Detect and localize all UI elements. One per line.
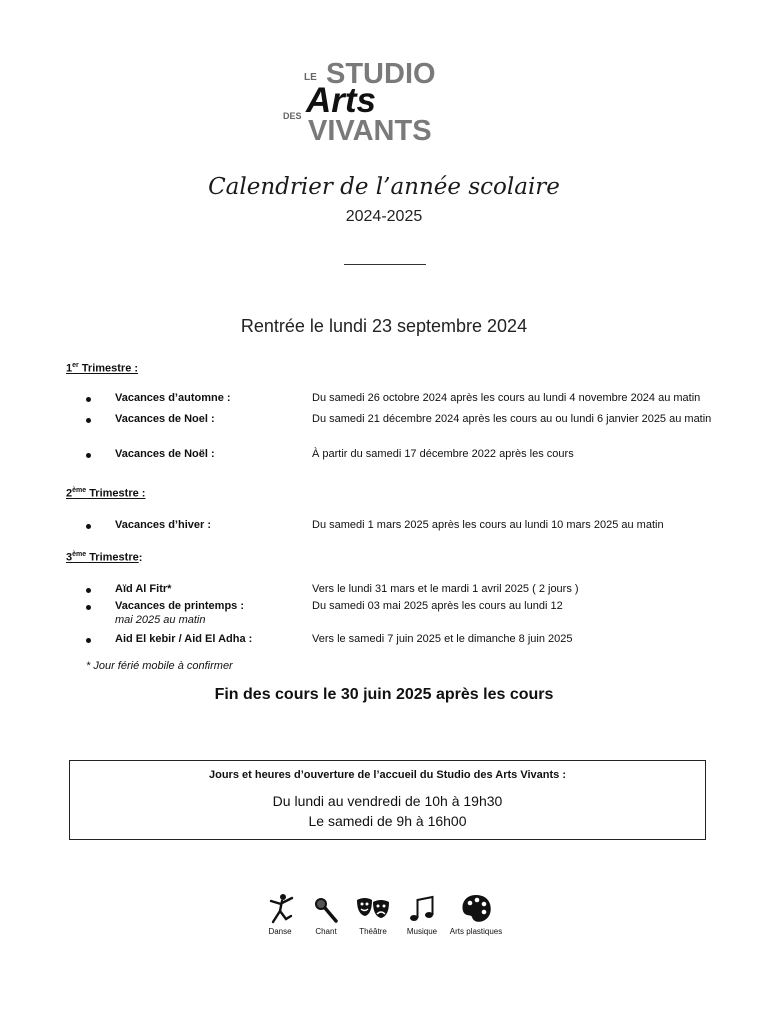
discipline-label: Théâtre bbox=[359, 927, 387, 936]
separator bbox=[344, 264, 426, 265]
studio-logo bbox=[0, 0, 768, 150]
holiday-label: Aïd Al Fitr* bbox=[115, 583, 172, 595]
bullet bbox=[86, 453, 91, 458]
logo-studio: STUDIO bbox=[326, 58, 436, 90]
holiday-label: Vacances de Noël : bbox=[115, 448, 215, 460]
discipline-label: Arts plastiques bbox=[449, 927, 503, 936]
holiday-label: Vacances d’hiver : bbox=[115, 519, 211, 531]
theatre-masks-icon bbox=[355, 892, 391, 926]
opening-hours-box bbox=[69, 760, 706, 840]
bullet bbox=[86, 418, 91, 423]
dancer-icon bbox=[263, 892, 297, 926]
holiday-desc-continued: mai 2025 au matin bbox=[115, 614, 206, 626]
holiday-label: Vacances de Noel : bbox=[115, 413, 215, 425]
holiday-desc: Vers le samedi 7 juin 2025 et le dimanche 8 juin 2025 bbox=[312, 633, 573, 645]
footnote: * Jour férié mobile à confirmer bbox=[86, 660, 233, 672]
discipline-musique bbox=[392, 892, 452, 936]
holiday-desc: À partir du samedi 17 décembre 2022 après les cours bbox=[312, 448, 574, 460]
discipline-arts-plastiques bbox=[446, 892, 506, 936]
list-item bbox=[0, 413, 768, 429]
bullet bbox=[86, 524, 91, 529]
opening-hours-weekdays: Du lundi au vendredi de 10h à 19h30 bbox=[272, 793, 503, 809]
list-item bbox=[0, 583, 768, 599]
trimestre-1-heading: 1er Trimestre : bbox=[66, 362, 139, 375]
bullet bbox=[86, 605, 91, 610]
holiday-desc: Du samedi 1 mars 2025 après les cours au lundi 10 mars 2025 au matin bbox=[312, 519, 664, 531]
holiday-desc: Du samedi 26 octobre 2024 après les cours au lundi 4 novembre 2024 au matin bbox=[312, 392, 701, 404]
holiday-desc: Du samedi 21 décembre 2024 après les cours au ou lundi 6 janvier 2025 au matin bbox=[312, 413, 712, 425]
list-item bbox=[0, 633, 768, 649]
holiday-desc: Du samedi 03 mai 2025 après les cours au lundi 12 bbox=[312, 600, 563, 612]
holiday-label: Vacances d’automne : bbox=[115, 392, 231, 404]
list-item bbox=[0, 519, 768, 535]
opening-hours-title: Jours et heures d’ouverture de l’accueil du Studio des Arts Vivants : bbox=[209, 769, 566, 781]
list-item bbox=[0, 448, 768, 464]
opening-hours-saturday: Le samedi de 9h à 16h00 bbox=[308, 813, 467, 829]
music-note-icon bbox=[405, 892, 439, 926]
end-of-classes: Fin des cours le 30 juin 2025 après les cours bbox=[214, 686, 554, 703]
discipline-label: Danse bbox=[268, 927, 292, 936]
bullet bbox=[86, 588, 91, 593]
list-item bbox=[0, 600, 768, 626]
palette-icon bbox=[459, 892, 493, 926]
disciplines-row bbox=[258, 892, 518, 952]
discipline-label: Musique bbox=[406, 927, 438, 936]
page-title: Calendrier de l’année scolaire bbox=[208, 174, 560, 200]
school-year: 2024-2025 bbox=[345, 208, 423, 225]
discipline-label: Chant bbox=[315, 927, 337, 936]
holiday-label: Aid El kebir / Aid El Adha : bbox=[115, 633, 253, 645]
holiday-label: Vacances de printemps : bbox=[115, 600, 244, 612]
logo-vivants: VIVANTS bbox=[308, 115, 432, 147]
microphone-icon bbox=[309, 892, 343, 926]
rentree-date: Rentrée le lundi 23 septembre 2024 bbox=[240, 316, 528, 336]
logo-des: DES bbox=[283, 111, 302, 121]
bullet bbox=[86, 638, 91, 643]
trimestre-3-heading: 3ème Trimestre: bbox=[66, 551, 143, 564]
holiday-desc: Vers le lundi 31 mars et le mardi 1 avril 2025 ( 2 jours ) bbox=[312, 583, 579, 595]
logo-le: LE bbox=[304, 72, 317, 83]
trimestre-2-heading: 2ème Trimestre : bbox=[66, 487, 146, 500]
bullet bbox=[86, 397, 91, 402]
list-item bbox=[0, 392, 768, 408]
logo-arts: Arts bbox=[306, 81, 377, 120]
